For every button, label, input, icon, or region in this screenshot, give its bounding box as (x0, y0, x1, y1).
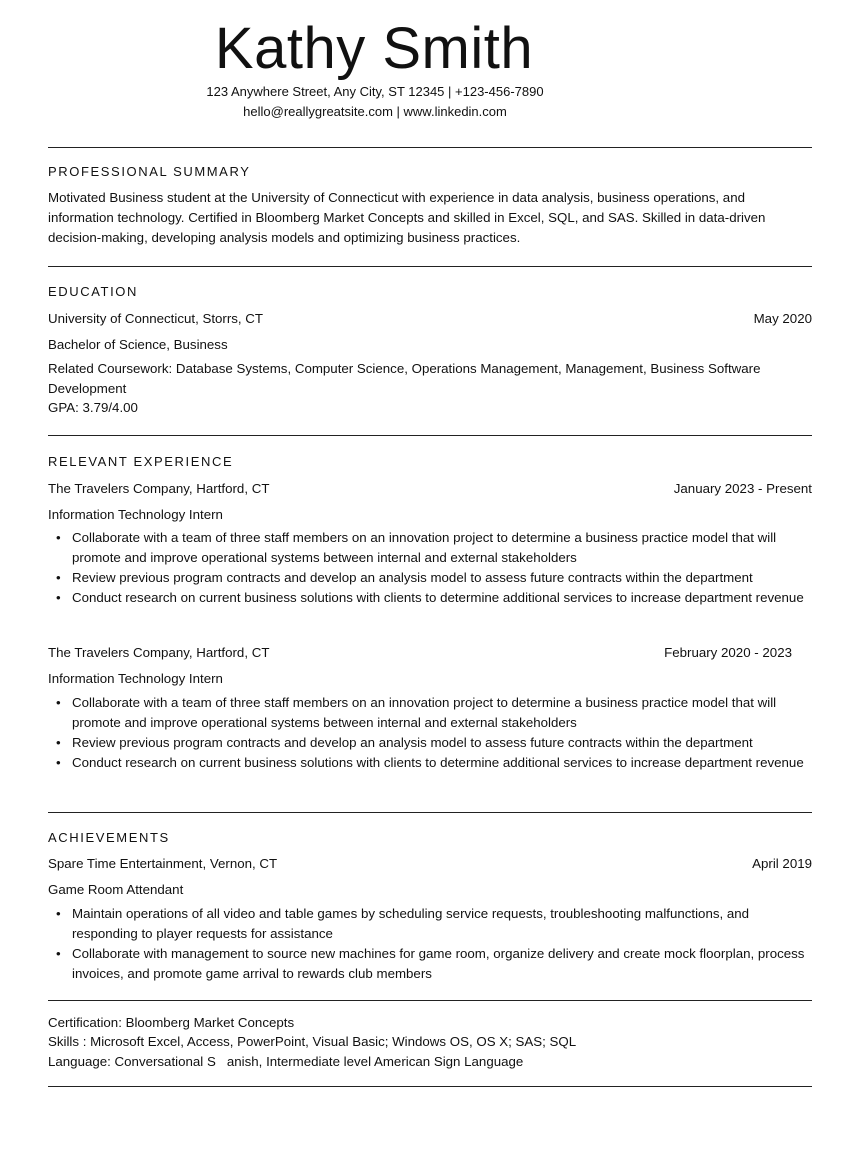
divider (48, 266, 812, 267)
education-date: May 2020 (753, 311, 812, 326)
divider (48, 1086, 812, 1087)
summary-text: Motivated Business student at the University of Connecticut with experience in data analysis, business operations, and information technology. Certified in Bloomberg Market Concepts and skilled in Excel, SQL, and SAS. Skilled in data-driven decision-making, developing analysis models and optimizing business practices. (48, 190, 766, 245)
list-item: • Collaborate with a team of three staff members on an innovation project to determine a business practice model that will promote and improve operational systems between internal and external stakeholders (72, 528, 812, 568)
education-gpa: GPA: 3.79/4.00 (48, 400, 138, 415)
contact-email-web: hello@reallygreatsite.com | www.linkedin.com (243, 104, 507, 119)
list-item: • Review previous program contracts and develop an analysis model to assess future contracts within the department (72, 568, 812, 588)
education-school-row (48, 309, 812, 329)
education-school: University of Connecticut, Storrs, CT (48, 311, 264, 326)
education-coursework: Related Coursework: Database Systems, Computer Science, Operations Management, Management, Business Software Development (48, 361, 761, 396)
certification-line: Certification: Bloomberg Market Concepts (48, 1015, 295, 1030)
list-item: • Maintain operations of all video and table games by scheduling service requests, troubleshooting malfunctions, and responding to player requests for assistance (72, 904, 812, 944)
list-item: • Conduct research on current business solutions with clients to determine additional services to increase department revenue (72, 753, 812, 773)
job-company: The Travelers Company, Hartford, CT (48, 645, 270, 660)
list-item: • Collaborate with a team of three staff members on an innovation project to determine a business practice model that will promote and improve operational systems between internal and external stakeholders (72, 693, 812, 733)
job-dates: January 2023 - Present (673, 481, 812, 496)
job-bullet-list (48, 693, 812, 773)
job-header-row (48, 643, 812, 663)
divider (48, 435, 812, 436)
divider (48, 1000, 812, 1001)
achievement-bullet-list (48, 904, 812, 984)
achievement-role: Game Room Attendant (48, 882, 184, 897)
skills-line: Skills : Microsoft Excel, Access, PowerPoint, Visual Basic; Windows OS, OS X; SAS; SQL (48, 1034, 577, 1049)
job-header-row (48, 479, 812, 499)
job-role: Information Technology Intern (48, 507, 223, 522)
job-company: The Travelers Company, Hartford, CT (48, 481, 270, 496)
divider (48, 812, 812, 813)
section-title-experience: RELEVANT EXPERIENCE (48, 454, 234, 469)
job-dates: February 2020 - 2023 (664, 645, 792, 660)
list-item: • Collaborate with management to source new machines for game room, organize delivery and create mock floorplan, process invoices, and promote game arrival to rewards club members (72, 944, 812, 984)
section-title-summary: PROFESSIONAL SUMMARY (48, 164, 251, 179)
list-item: • Review previous program contracts and develop an analysis model to assess future contracts within the department (72, 733, 812, 753)
job-role: Information Technology Intern (48, 671, 223, 686)
education-degree: Bachelor of Science, Business (48, 337, 228, 352)
resume-name: Kathy Smith (214, 16, 534, 81)
divider (48, 147, 812, 148)
section-title-achievements: ACHIEVEMENTS (48, 830, 170, 845)
achievement-date: April 2019 (752, 856, 812, 871)
list-item: • Conduct research on current business solutions with clients to determine additional services to increase department revenue (72, 588, 812, 608)
section-title-education: EDUCATION (48, 284, 138, 299)
contact-address-phone: 123 Anywhere Street, Any City, ST 12345 | +123-456-7890 (206, 84, 544, 99)
job-bullet-list (48, 528, 812, 608)
achievement-header-row (48, 854, 812, 874)
language-line: Language: Conversational S anish, Intermediate level American Sign Language (48, 1054, 524, 1069)
achievement-company: Spare Time Entertainment, Vernon, CT (48, 856, 278, 871)
